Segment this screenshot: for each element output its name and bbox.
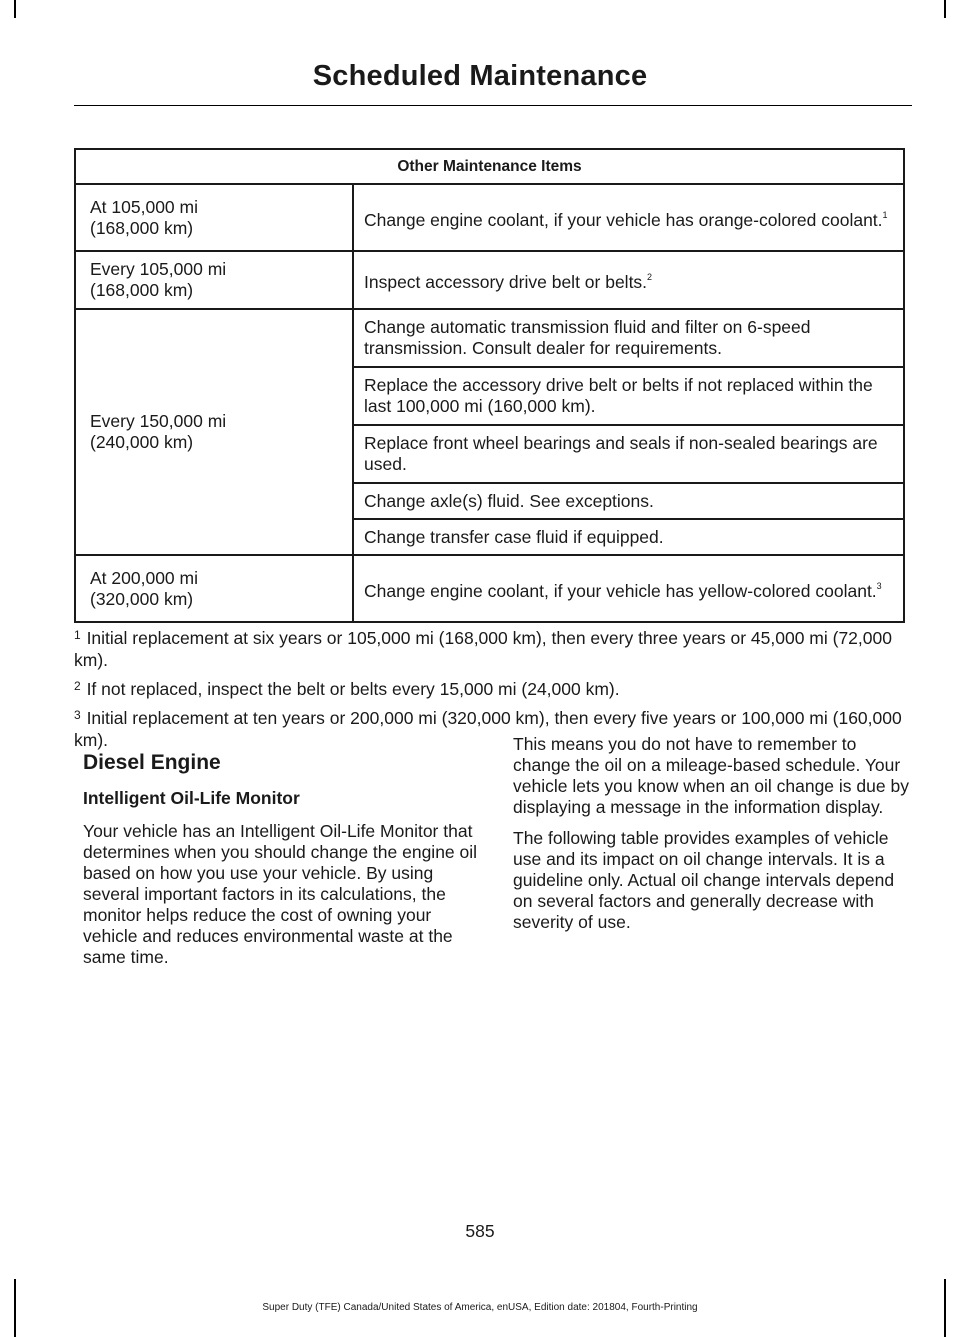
crop-mark-top-left [14, 0, 16, 18]
maintenance-table [74, 148, 905, 623]
body-paragraph: The following table provides examples of vehicle use and its impact on oil change intervals. It is a guideline only. Actual oil change intervals depend on several factors and generally decrease with severity of use. [513, 828, 895, 932]
task-cell: Replace front wheel bearings and seals if non-sealed bearings are used. [353, 425, 904, 483]
body-paragraph: Your vehicle has an Intelligent Oil-Life Monitor that determines when you should change the engine oil based on how you use your vehicle. By using several important factors in its calculations, the monitor helps reduce the cost of owning your vehicle and reduces environmental waste at the same time. [83, 821, 478, 967]
left-column [83, 734, 483, 978]
table-row [75, 251, 904, 309]
page-footer: Super Duty (TFE) Canada/United States of America, enUSA, Edition date: 201804, Fourth-Printing [262, 1302, 698, 1313]
table-title: Other Maintenance Items [75, 149, 904, 184]
page-number: 585 [465, 1221, 495, 1241]
table-row [75, 555, 904, 622]
footnote [74, 624, 914, 671]
interval-cell [75, 309, 353, 555]
subsection-heading: Intelligent Oil-Life Monitor [83, 788, 300, 808]
task-cell [353, 184, 904, 251]
task-text: Change engine coolant, if your vehicle has orange-colored coolant. [364, 210, 883, 230]
header-divider [74, 105, 912, 106]
footnote-number: 3 [74, 708, 81, 722]
interval-cell [75, 555, 353, 622]
interval-km: (320,000 km) [90, 588, 194, 609]
task-cell [353, 251, 904, 309]
task-cell: Change transfer case fluid if equipped. [353, 519, 904, 555]
footnote-text: Initial replacement at six years or 105,000 mi (168,000 km), then every three years or 45,000 mi (72,000 km). [74, 628, 892, 670]
interval-km: (168,000 km) [90, 280, 194, 300]
interval-cell [75, 251, 353, 309]
footnote-text: If not replaced, inspect the belt or belts every 15,000 mi (24,000 km). [86, 679, 620, 699]
footnote-text: Initial replacement at ten years or 200,000 mi (320,000 km), then every five years or 100,000 mi (160,000 km). [74, 708, 902, 750]
body-paragraph: This means you do not have to remember to change the oil on a mileage-based schedule. Your vehicle lets you know when an oil change is due by displaying a message in the information display. [513, 734, 909, 817]
task-text: Inspect accessory drive belt or belts. [364, 272, 648, 292]
task-cell [353, 555, 904, 622]
footnote [74, 675, 914, 700]
table-row [75, 184, 904, 251]
task-text: Change engine coolant, if your vehicle has yellow-colored coolant. [364, 581, 877, 601]
interval-miles: Every 150,000 mi [90, 411, 227, 431]
section-heading: Diesel Engine [83, 751, 221, 774]
task-cell: Change axle(s) fluid. See exceptions. [353, 483, 904, 519]
interval-km: (168,000 km) [90, 217, 194, 238]
page-title: Scheduled Maintenance [312, 60, 648, 92]
task-cell: Replace the accessory drive belt or belts if not replaced within the last 100,000 mi (160,000 km). [353, 367, 904, 425]
task-cell: Change automatic transmission fluid and filter on 6-speed transmission. Consult dealer for requirements. [353, 309, 904, 367]
interval-miles: Every 105,000 mi [90, 259, 227, 279]
interval-miles: At 200,000 mi [90, 567, 198, 588]
interval-miles: At 105,000 mi [90, 196, 198, 217]
table-header-row [75, 149, 904, 184]
footnote-number: 1 [74, 628, 81, 642]
footnote-number: 2 [74, 679, 81, 693]
right-column [513, 734, 913, 943]
interval-km: (240,000 km) [90, 432, 194, 452]
crop-mark-top-right [944, 0, 946, 18]
footnote-ref: 2 [647, 272, 653, 282]
interval-cell [75, 184, 353, 251]
table-row [75, 309, 904, 367]
footnote-ref: 1 [882, 210, 888, 220]
footnote-ref: 3 [876, 581, 882, 591]
